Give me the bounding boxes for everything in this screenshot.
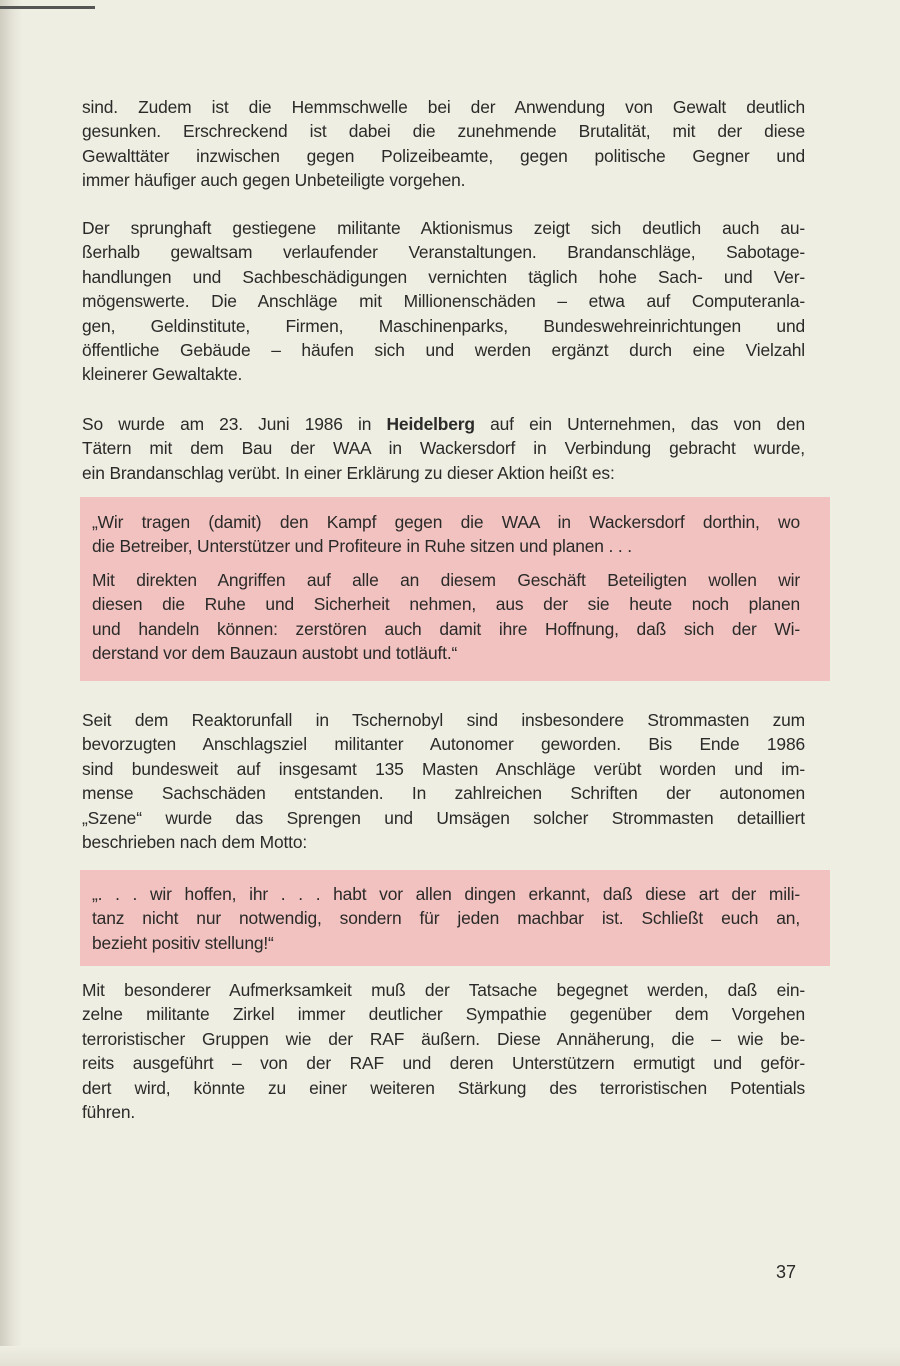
top-rule: [0, 6, 95, 9]
text-line: handlungen und Sachbeschädigungen vernichten täglich hohe Sach- und Ver-: [82, 266, 805, 287]
quote-1-para-2: [92, 568, 800, 666]
paragraph-1: [82, 95, 805, 193]
text-line: Mit direkten Angriffen auf alle an diesem Geschäft Beteiligten wollen wir: [92, 570, 800, 590]
page-binding-edge: [0, 0, 22, 1366]
paragraph-2: [82, 216, 805, 387]
text-line: zelne militante Zirkel immer deutlicher Sympathie gegenüber dem Vorgehen: [82, 1004, 805, 1025]
text-line: kleinerer Gewaltakte.: [82, 364, 243, 385]
text-line: „. . . wir hoffen, ihr . . . habt vor allen dingen erkannt, daß diese art der mili-: [92, 884, 800, 904]
text-line: diesen die Ruhe und Sicherheit nehmen, aus der sie heute noch planen: [92, 594, 800, 615]
text-line: dert wird, könnte zu einer weiteren Stärkung des terroristischen Potentials: [82, 1077, 805, 1098]
text-line: reits ausgeführt – von der RAF und deren Unterstützern ermutigt und geför-: [82, 1053, 805, 1074]
text-segment: auf ein Unternehmen, das von den: [474, 414, 805, 434]
text-line: immer häufiger auch gegen Unbeteiligte vorgehen.: [82, 170, 466, 191]
text-line: ßerhalb gewaltsam verlaufender Veranstaltungen. Brandanschläge, Sabotage-: [82, 242, 805, 263]
text-line: gen, Geldinstitute, Firmen, Maschinenparks, Bundeswehreinrichtungen und: [82, 315, 805, 336]
text-line: tanz nicht nur notwendig, sondern für jeden machbar ist. Schließt euch an,: [92, 908, 800, 929]
paragraph-3: [82, 412, 805, 485]
text-line: „Szene“ wurde das Sprengen und Umsägen solcher Strommasten detailliert: [82, 807, 805, 828]
text-segment: So wurde am 23. Juni 1986 in: [82, 414, 387, 434]
text-line: gesunken. Erschreckend ist dabei die zunehmende Brutalität, mit der diese: [82, 121, 805, 142]
text-line: terroristischer Gruppen wie der RAF äußern. Diese Annäherung, die – wie be-: [82, 1028, 805, 1049]
text-line: und handeln können: zerstören auch damit ihre Hoffnung, daß sich der Wi-: [92, 618, 800, 639]
text-line: derstand vor dem Bauzaun austobt und totläuft.“: [92, 643, 458, 664]
paragraph-5: [82, 978, 805, 1124]
text-line: sind. Zudem ist die Hemmschwelle bei der Anwendung von Gewalt deutlich: [82, 97, 805, 117]
page-number: 37: [776, 1262, 797, 1282]
text-line: bezieht positiv stellung!“: [92, 932, 274, 953]
quote-2-para-1: [92, 882, 800, 955]
text-line: Tätern mit dem Bau der WAA in Wackersdorf in Verbindung gebracht wurde,: [82, 438, 805, 459]
text-line: Der sprunghaft gestiegene militante Aktionismus zeigt sich deutlich auch au-: [82, 218, 805, 238]
text-line: „Wir tragen (damit) den Kampf gegen die WAA in Wackersdorf dorthin, wo: [92, 512, 800, 532]
text-line: beschrieben nach dem Motto:: [82, 831, 308, 852]
quote-1-para-1: [92, 510, 800, 559]
text-line: mense Sachschäden entstanden. In zahlreichen Schriften der autonomen: [82, 783, 805, 804]
bold-place-name: Heidelberg: [386, 414, 475, 434]
text-line: [82, 412, 805, 436]
paragraph-4: [82, 708, 805, 854]
text-line: Mit besonderer Aufmerksamkeit muß der Tatsache begegnet werden, daß ein-: [82, 980, 805, 1000]
text-line: die Betreiber, Unterstützer und Profiteure in Ruhe sitzen und planen . . .: [92, 536, 632, 557]
text-line: sind bundesweit auf insgesamt 135 Masten Anschläge verübt worden und im-: [82, 758, 805, 779]
page-bottom-shade: [0, 1346, 900, 1366]
text-line: bevorzugten Anschlagsziel militanter Autonomer geworden. Bis Ende 1986: [82, 734, 805, 755]
text-line: öffentliche Gebäude – häufen sich und werden ergänzt durch eine Vielzahl: [82, 339, 805, 360]
text-line: Gewalttäter inzwischen gegen Polizeibeamte, gegen politische Gegner und: [82, 145, 805, 166]
text-line: Seit dem Reaktorunfall in Tschernobyl sind insbesondere Strommasten zum: [82, 710, 805, 730]
text-line: mögenswerte. Die Anschläge mit Millionenschäden – etwa auf Computeranla-: [82, 291, 805, 312]
text-line: führen.: [82, 1101, 136, 1122]
text-line: ein Brandanschlag verübt. In einer Erklärung zu dieser Aktion heißt es:: [82, 462, 615, 483]
